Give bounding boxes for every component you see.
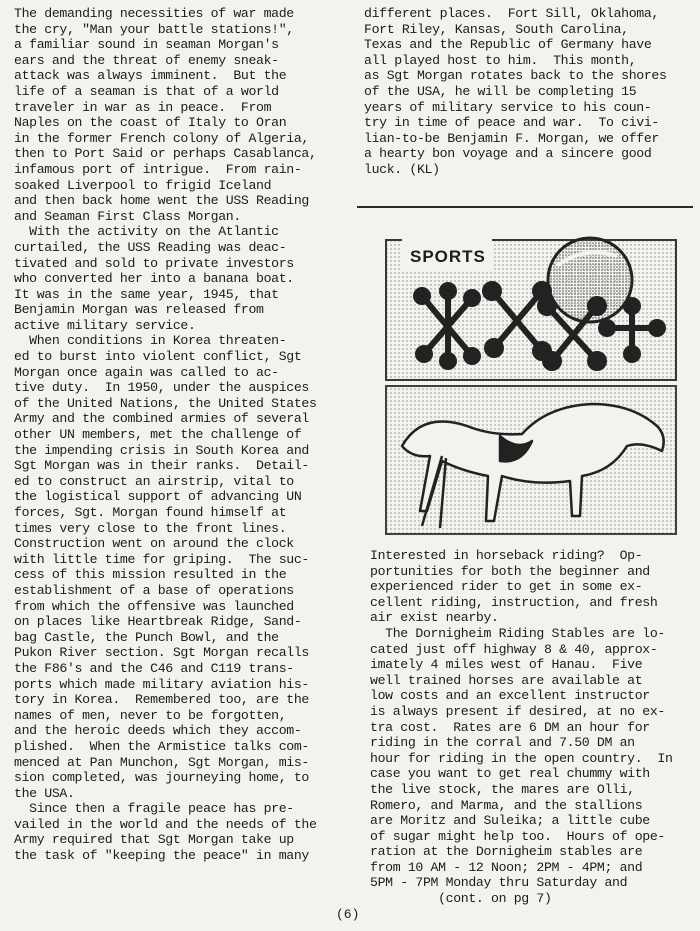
text-line: different places. Fort Sill, Oklahoma,	[364, 6, 659, 21]
text-line: traveler in war as in peace. From	[14, 99, 272, 115]
text-line: try in time of peace and war. To civi-	[364, 115, 659, 131]
text-line: ed to burst into violent conflict, Sgt	[14, 349, 302, 365]
text-line: the cry, "Man your battle stations!",	[14, 21, 294, 37]
text-line: ears and the threat of enemy sneak-	[14, 52, 279, 68]
text-line: the task of "keeping the peace" in many	[14, 848, 309, 864]
text-line: plished. When the Armistice talks com-	[14, 738, 309, 754]
text-line: of sugar might help too. Hours of ope-	[370, 828, 665, 844]
text-line: Texas and the Republic of Germany have	[364, 37, 652, 53]
text-line: other UN members, met the challenge of	[14, 427, 302, 443]
text-line: Interested in horseback riding? Op-	[370, 548, 643, 563]
text-line: air exist nearby.	[370, 610, 499, 626]
text-line: life of a seaman is that of a world	[14, 83, 279, 99]
text-line: Construction went on around the clock	[14, 536, 294, 552]
text-line: the live stock, the mares are Olli,	[370, 781, 635, 797]
text-line: cated just off highway 8 & 40, approx-	[370, 641, 658, 657]
text-line: forces, Sgt. Morgan found himself at	[14, 505, 287, 520]
text-line: 5PM - 7PM Monday thru Saturday and	[370, 875, 628, 891]
text-line: attack was always imminent. But the	[14, 68, 287, 84]
text-line: curtailed, the USS Reading was deac-	[14, 239, 287, 255]
text-line: Pukon River section. Sgt Morgan recalls	[14, 645, 309, 661]
text-line: as Sgt Morgan rotates back to the shores	[364, 68, 667, 84]
left-column	[14, 6, 352, 864]
text-line: cess of this mission resulted in the	[14, 567, 287, 583]
text-line: The demanding necessities of war made	[14, 6, 294, 21]
text-line: The Dornigheim Riding Stables are lo-	[370, 625, 665, 641]
text-line: experienced rider to get in some ex-	[370, 579, 643, 595]
text-line: from 10 AM - 12 Noon; 2PM - 4PM; and	[370, 859, 643, 875]
text-line: active military service.	[14, 317, 196, 333]
text-line: bag Castle, the Punch Bowl, and the	[14, 629, 279, 645]
page-number: (6)	[336, 907, 360, 922]
text-line: establishment of a base of operations	[14, 582, 294, 598]
text-line: then to Port Said or perhaps Casablanca,	[14, 146, 317, 162]
text-line: hour for riding in the open country. In	[370, 750, 673, 766]
text-line: well trained horses are available at	[370, 672, 643, 688]
text-line: luck. (KL)	[364, 161, 440, 177]
text-line: a familiar sound in seaman Morgan's	[14, 37, 279, 53]
text-line: Romero, and Marma, and the stallions	[370, 797, 643, 813]
text-line: the F86's and the C46 and C119 trans-	[14, 660, 294, 676]
text-line: with little time for griping. The suc-	[14, 551, 309, 567]
text-line: portunities for both the beginner and	[370, 563, 650, 579]
text-line: (cont. on pg 7)	[370, 891, 552, 907]
text-line: in the former French colony of Algeria,	[14, 130, 309, 146]
text-line: tive duty. In 1950, under the auspices	[14, 380, 309, 396]
text-line: a hearty bon voyage and a sincere good	[364, 146, 652, 162]
right-column-top	[364, 6, 694, 178]
text-line: tory in Korea. Remembered too, are the	[14, 692, 309, 708]
text-line: imately 4 miles west of Hanau. Five	[370, 657, 643, 673]
text-line: tra cost. Rates are 6 DM an hour for	[370, 719, 650, 735]
text-line: Sgt Morgan was in their ranks. Detail-	[14, 458, 309, 474]
text-line: lian-to-be Benjamin F. Morgan, we offer	[364, 130, 659, 146]
text-line: and Seaman First Class Morgan.	[14, 208, 241, 224]
text-line: sion completed, was journeying home, to	[14, 770, 309, 786]
text-line: tivated and sold to private investors	[14, 255, 294, 271]
text-line: Naples on the coast of Italy to Oran	[14, 115, 287, 131]
text-line: are Moritz and Suleika; a little cube	[370, 813, 650, 829]
text-line: ports which made military aviation his-	[14, 676, 309, 692]
section-divider	[357, 206, 693, 208]
sports-illustration	[382, 236, 684, 540]
text-line: of the United Nations, the United States	[14, 395, 317, 411]
text-line: Fort Riley, Kansas, South Carolina,	[364, 21, 629, 37]
text-line: who converted her into a banana boat.	[14, 271, 294, 287]
text-line: infamous port of intrigue. From rain-	[14, 161, 302, 177]
text-line: Army required that Sgt Morgan take up	[14, 832, 294, 848]
text-line: Army and the combined armies of several	[14, 411, 309, 427]
text-line: the impending crisis in South Korea and	[14, 442, 309, 458]
text-line: ed to construct an airstrip, vital to	[14, 473, 294, 489]
text-line: and then back home went the USS Reading	[14, 193, 309, 209]
text-line: soaked Liverpool to frigid Iceland	[14, 177, 272, 193]
text-line: Since then a fragile peace has pre-	[14, 801, 294, 817]
text-line: When conditions in Korea threaten-	[14, 333, 287, 349]
text-line: riding in the corral and 7.50 DM an	[370, 735, 635, 751]
sports-label: SPORTS	[410, 247, 486, 266]
text-line: low costs and an excellent instructor	[370, 688, 650, 704]
text-line: years of military service to his coun-	[364, 99, 652, 115]
text-line: and the heroic deeds which they accom-	[14, 723, 302, 739]
text-line: With the activity on the Atlantic	[14, 224, 279, 240]
text-line: cellent riding, instruction, and fresh	[370, 594, 658, 610]
text-line: is always present if desired, at no ex-	[370, 703, 665, 719]
text-line: names of men, never to be forgotten,	[14, 707, 287, 723]
text-line: Morgan once again was called to ac-	[14, 364, 279, 380]
text-line: the USA.	[14, 785, 75, 801]
text-line: the logistical support of advancing UN	[14, 489, 302, 505]
text-line: on places like Heartbreak Ridge, Sand-	[14, 614, 302, 630]
text-line: times very close to the front lines.	[14, 520, 287, 536]
text-line: case you want to get real chummy with	[370, 766, 650, 782]
text-line: of the USA, he will be completing 15	[364, 83, 637, 99]
text-line: vailed in the world and the needs of the	[14, 816, 317, 832]
text-line: menced at Pan Munchon, Sgt Morgan, mis-	[14, 754, 309, 770]
text-line: It was in the same year, 1945, that	[14, 286, 279, 302]
right-column-bottom	[370, 548, 695, 907]
text-line: from which the offensive was launched	[14, 598, 294, 614]
text-line: all played host to him. This month,	[364, 52, 637, 68]
text-line: Benjamin Morgan was released from	[14, 302, 264, 318]
text-line: ration at the Dornigheim stables are	[370, 844, 643, 860]
